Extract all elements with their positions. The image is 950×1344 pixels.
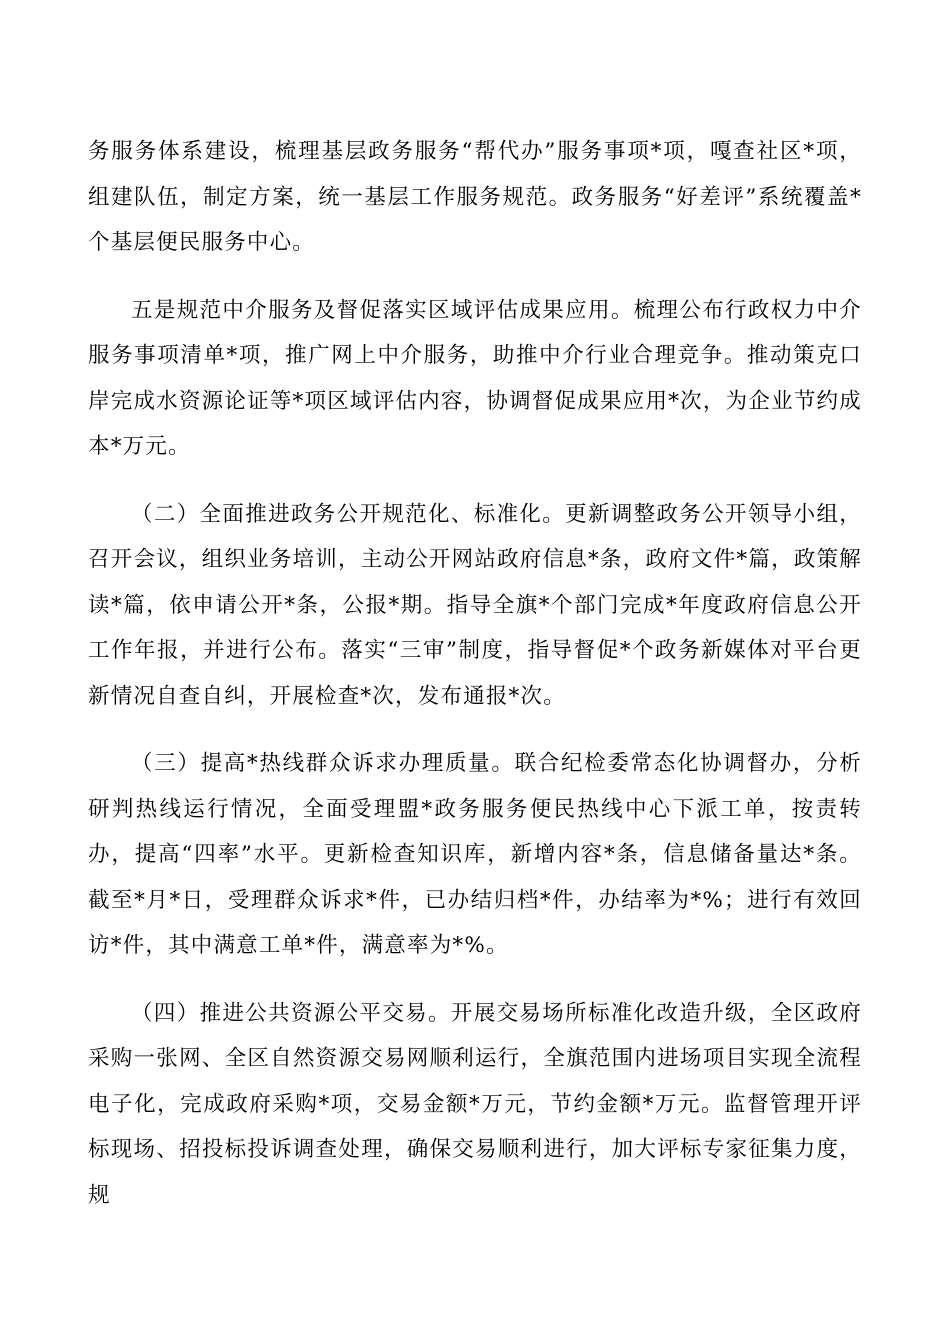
paragraph-hotline: （三）提高*热线群众诉求办理质量。联合纪检委常态化协调督办，分析研判热线运行情况，全面受理盟*政务服务便民热线中心下派工单，按责转办，提高“四率”水平。更新检查知识库，新增内容*条，信息储备量达*条。截至*月*日，受理群众诉求*件，已办结归档*件，办结率为*%；进行有效回访*件，其中满意工单*件，满意率为*%。 xyxy=(88,751,862,958)
paragraph-public-resources: （四）推进公共资源公平交易。开展交易场所标准化改造升级，全区政府采购一张网、全区自然资源交易网顺利运行，全旗范围内进场项目实现全流程电子化，完成政府采购*项，交易金额*万元，节约金额*万元。监督管理开评标现场、招投标投诉调查处理，确保交易顺利进行，加大评标专家征集力度，规 xyxy=(88,1000,862,1208)
document-body xyxy=(88,129,862,1240)
paragraph-government-disclosure: （二）全面推进政务公开规范化、标准化。更新调整政务公开领导小组，召开会议，组织业务培训，主动公开网站政府信息*条，政府文件*篇，政策解读*篇，依申请公开*条，公报*期。指导全旗*个部门完成*年度政府信息公开工作年报，并进行公布。落实“三审”制度，指导督促*个政务新媒体对平台更新情况自查自纠，开展检查*次，发布通报*次。 xyxy=(88,501,862,709)
paragraph-service-system: 务服务体系建设，梳理基层政务服务“帮代办”服务事项*项，嘎查社区*项，组建队伍，制定方案，统一基层工作服务规范。政务服务“好差评”系统覆盖*个基层便民服务中心。 xyxy=(88,139,862,255)
paragraph-intermediary-services: 五是规范中介服务及督促落实区域评估成果应用。梳理公布行政权力中介服务事项清单*项，推广网上中介服务，助推中介行业合理竞争。推动策克口岸完成水资源论证等*项区域评估内容，协调督促成果应用*次，为企业节约成本*万元。 xyxy=(88,297,862,459)
